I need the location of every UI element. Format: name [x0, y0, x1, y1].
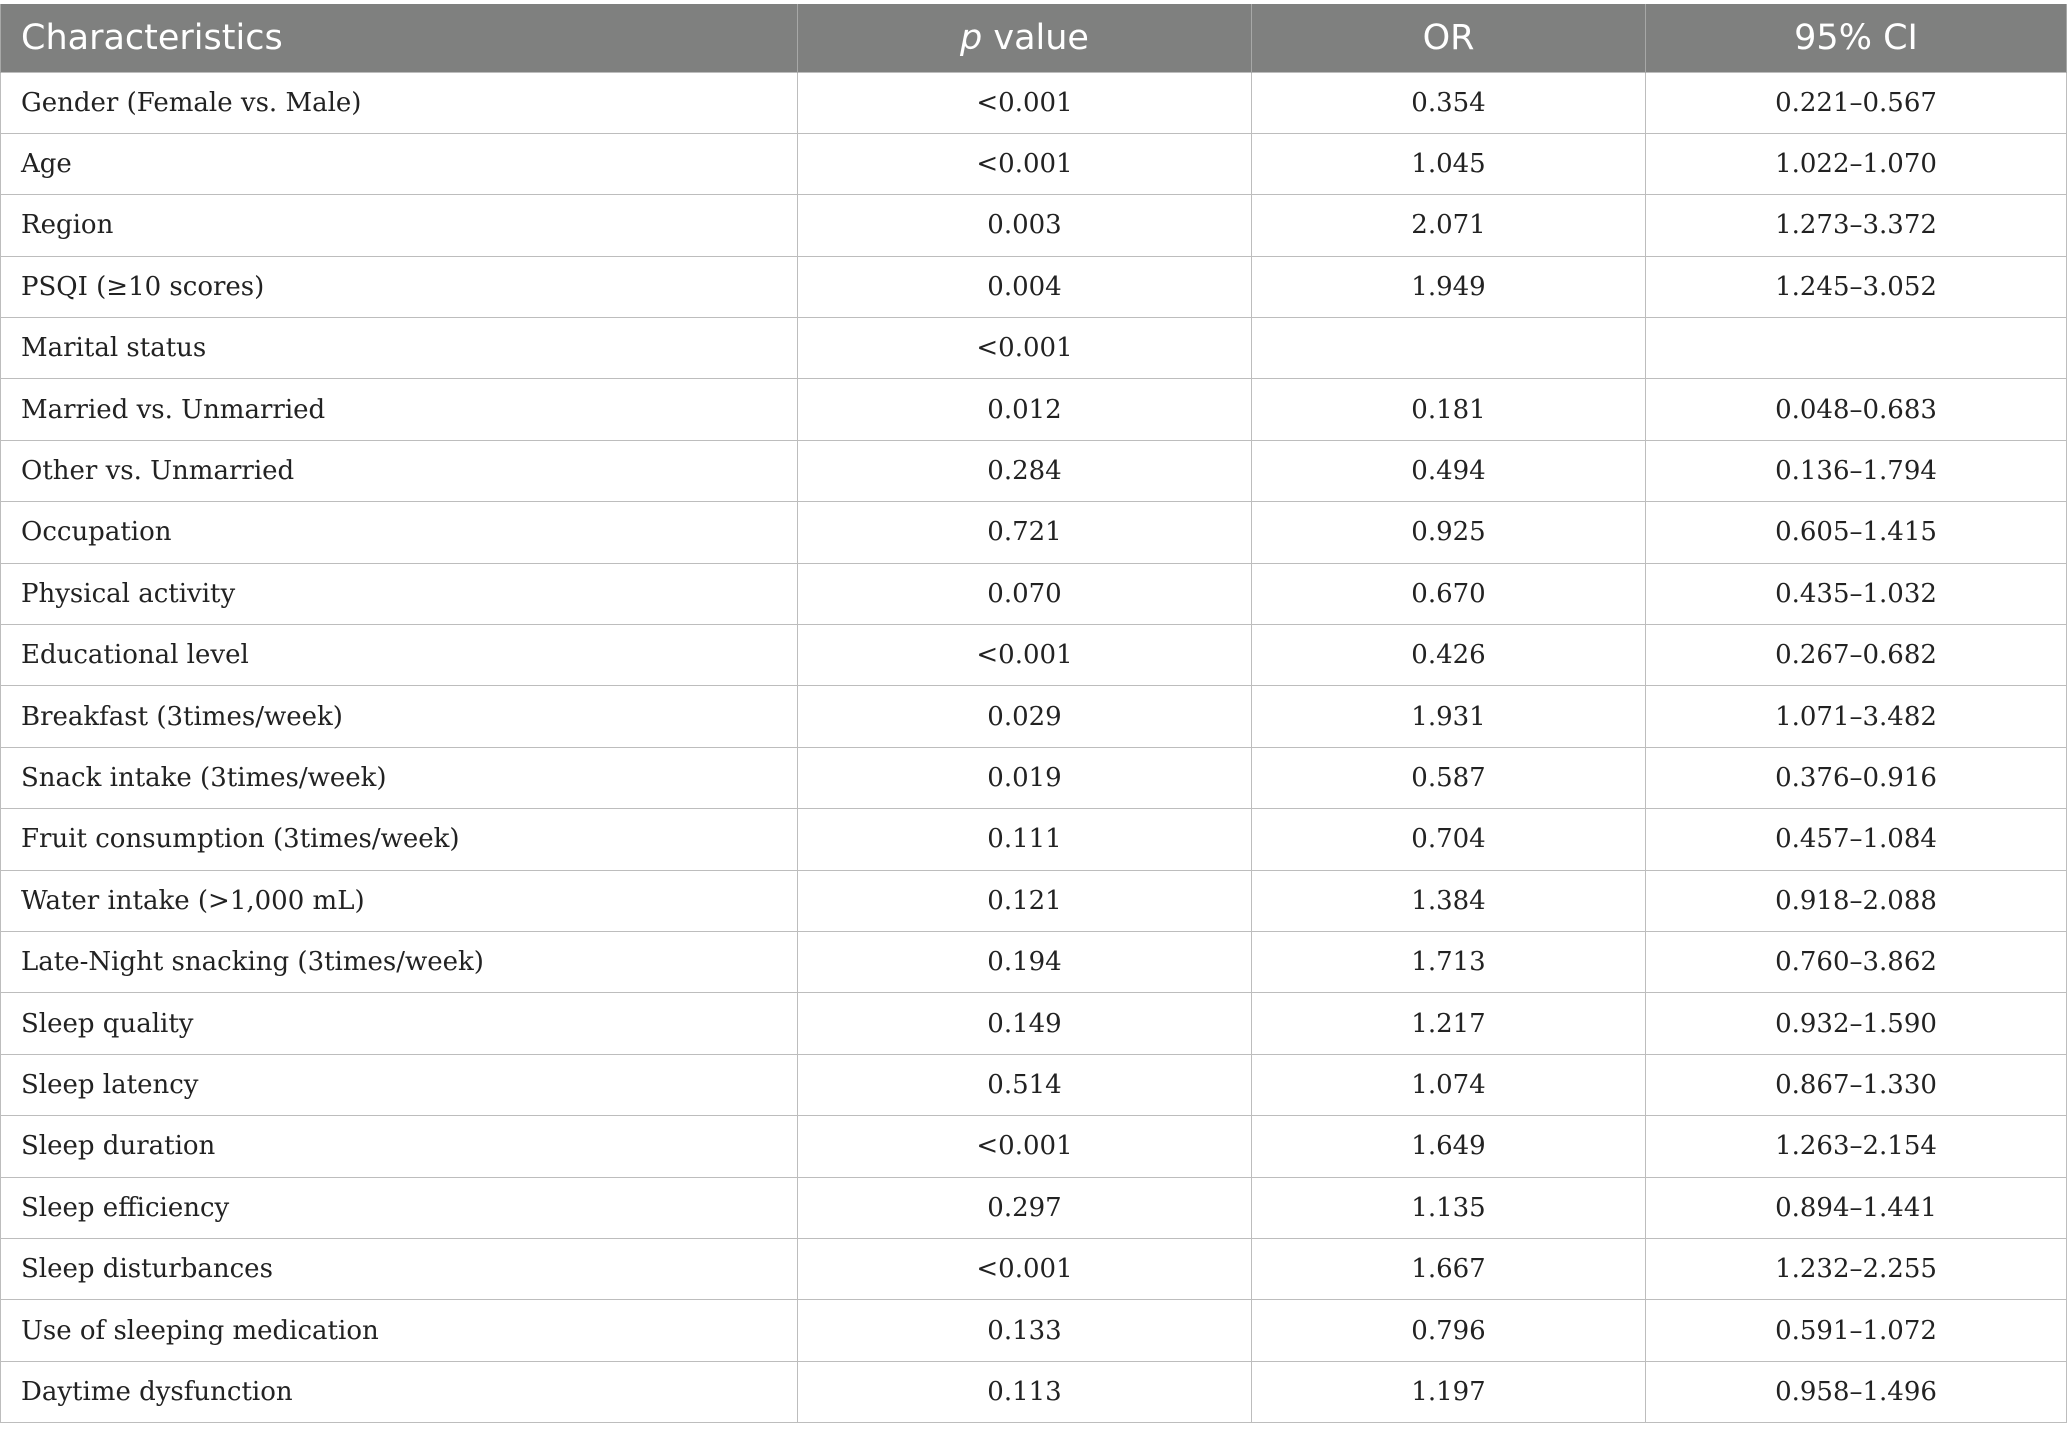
cell-characteristic: Sleep quality	[1, 993, 798, 1054]
table-row	[1, 809, 2067, 870]
cell-or: 0.354	[1252, 72, 1646, 133]
table-row	[1, 931, 2067, 992]
cell-p-value: <0.001	[798, 1116, 1252, 1177]
table-row	[1, 440, 2067, 501]
table-row	[1, 870, 2067, 931]
cell-ci: 0.932–1.590	[1646, 993, 2067, 1054]
cell-ci: 1.071–3.482	[1646, 686, 2067, 747]
cell-ci: 1.232–2.255	[1646, 1238, 2067, 1299]
cell-characteristic: Water intake (>1,000 mL)	[1, 870, 798, 931]
cell-ci: 0.867–1.330	[1646, 1054, 2067, 1115]
results-table-container	[0, 4, 2066, 1423]
cell-or: 1.384	[1252, 870, 1646, 931]
cell-p-value: 0.149	[798, 993, 1252, 1054]
table-row	[1, 1177, 2067, 1238]
table-row	[1, 563, 2067, 624]
cell-p-value: 0.133	[798, 1300, 1252, 1361]
cell-or: 1.649	[1252, 1116, 1646, 1177]
cell-or: 1.713	[1252, 931, 1646, 992]
cell-p-value: <0.001	[798, 318, 1252, 379]
cell-ci: 0.376–0.916	[1646, 747, 2067, 808]
table-row	[1, 747, 2067, 808]
cell-characteristic: Daytime dysfunction	[1, 1361, 798, 1422]
cell-p-value: <0.001	[798, 1238, 1252, 1299]
cell-ci: 0.435–1.032	[1646, 563, 2067, 624]
table-row	[1, 256, 2067, 317]
cell-characteristic: Physical activity	[1, 563, 798, 624]
header-p-value	[798, 4, 1252, 72]
cell-characteristic: Snack intake (3times/week)	[1, 747, 798, 808]
cell-p-value: 0.003	[798, 195, 1252, 256]
cell-ci: 0.267–0.682	[1646, 625, 2067, 686]
cell-p-value: 0.029	[798, 686, 1252, 747]
cell-ci: 0.048–0.683	[1646, 379, 2067, 440]
cell-p-value: 0.113	[798, 1361, 1252, 1422]
table-row	[1, 502, 2067, 563]
cell-characteristic: Sleep latency	[1, 1054, 798, 1115]
table-row	[1, 1238, 2067, 1299]
cell-ci: 0.136–1.794	[1646, 440, 2067, 501]
cell-or: 1.135	[1252, 1177, 1646, 1238]
cell-ci: 1.273–3.372	[1646, 195, 2067, 256]
header-ci: 95% CI	[1646, 4, 2067, 72]
cell-p-value: 0.121	[798, 870, 1252, 931]
cell-characteristic: Fruit consumption (3times/week)	[1, 809, 798, 870]
cell-or: 0.426	[1252, 625, 1646, 686]
cell-ci: 0.221–0.567	[1646, 72, 2067, 133]
table-row	[1, 1054, 2067, 1115]
cell-ci	[1646, 318, 2067, 379]
cell-ci: 1.245–3.052	[1646, 256, 2067, 317]
cell-characteristic: Sleep efficiency	[1, 1177, 798, 1238]
cell-characteristic: Gender (Female vs. Male)	[1, 72, 798, 133]
cell-ci: 0.918–2.088	[1646, 870, 2067, 931]
cell-characteristic: Sleep disturbances	[1, 1238, 798, 1299]
cell-p-value: 0.721	[798, 502, 1252, 563]
table-row	[1, 318, 2067, 379]
cell-characteristic: Occupation	[1, 502, 798, 563]
cell-or: 0.494	[1252, 440, 1646, 501]
cell-characteristic: Married vs. Unmarried	[1, 379, 798, 440]
cell-or: 1.949	[1252, 256, 1646, 317]
cell-ci: 1.263–2.154	[1646, 1116, 2067, 1177]
table-header	[1, 4, 2067, 72]
cell-characteristic: Late-Night snacking (3times/week)	[1, 931, 798, 992]
table-row	[1, 379, 2067, 440]
cell-p-value: <0.001	[798, 625, 1252, 686]
cell-or: 2.071	[1252, 195, 1646, 256]
cell-ci: 0.760–3.862	[1646, 931, 2067, 992]
cell-p-value: <0.001	[798, 133, 1252, 194]
cell-characteristic: Region	[1, 195, 798, 256]
cell-or	[1252, 318, 1646, 379]
cell-or: 0.925	[1252, 502, 1646, 563]
cell-ci: 0.605–1.415	[1646, 502, 2067, 563]
cell-or: 0.670	[1252, 563, 1646, 624]
table-row	[1, 993, 2067, 1054]
table-row	[1, 625, 2067, 686]
cell-characteristic: Marital status	[1, 318, 798, 379]
cell-or: 0.181	[1252, 379, 1646, 440]
results-table	[0, 4, 2067, 1423]
cell-characteristic: Educational level	[1, 625, 798, 686]
cell-or: 1.667	[1252, 1238, 1646, 1299]
cell-p-value: 0.284	[798, 440, 1252, 501]
table-body	[1, 72, 2067, 1423]
table-row	[1, 133, 2067, 194]
cell-p-value: <0.001	[798, 72, 1252, 133]
cell-characteristic: Breakfast (3times/week)	[1, 686, 798, 747]
table-row	[1, 1116, 2067, 1177]
cell-ci: 0.958–1.496	[1646, 1361, 2067, 1422]
cell-or: 1.074	[1252, 1054, 1646, 1115]
table-row	[1, 195, 2067, 256]
cell-or: 0.796	[1252, 1300, 1646, 1361]
cell-p-value: 0.514	[798, 1054, 1252, 1115]
cell-p-value: 0.111	[798, 809, 1252, 870]
cell-or: 0.704	[1252, 809, 1646, 870]
cell-or: 1.217	[1252, 993, 1646, 1054]
cell-or: 1.931	[1252, 686, 1646, 747]
table-row	[1, 1361, 2067, 1422]
cell-or: 1.197	[1252, 1361, 1646, 1422]
cell-characteristic: Use of sleeping medication	[1, 1300, 798, 1361]
table-row	[1, 72, 2067, 133]
header-p-rest: value	[982, 17, 1089, 58]
cell-characteristic: PSQI (≥10 scores)	[1, 256, 798, 317]
table-row	[1, 1300, 2067, 1361]
cell-p-value: 0.019	[798, 747, 1252, 808]
cell-ci: 0.457–1.084	[1646, 809, 2067, 870]
cell-or: 0.587	[1252, 747, 1646, 808]
cell-characteristic: Sleep duration	[1, 1116, 798, 1177]
cell-p-value: 0.004	[798, 256, 1252, 317]
header-characteristics: Characteristics	[1, 4, 798, 72]
header-row	[1, 4, 2067, 72]
cell-characteristic: Other vs. Unmarried	[1, 440, 798, 501]
cell-characteristic: Age	[1, 133, 798, 194]
cell-p-value: 0.070	[798, 563, 1252, 624]
cell-p-value: 0.194	[798, 931, 1252, 992]
header-p-italic: p	[960, 17, 983, 58]
cell-ci: 0.894–1.441	[1646, 1177, 2067, 1238]
cell-ci: 0.591–1.072	[1646, 1300, 2067, 1361]
header-or: OR	[1252, 4, 1646, 72]
cell-ci: 1.022–1.070	[1646, 133, 2067, 194]
cell-or: 1.045	[1252, 133, 1646, 194]
cell-p-value: 0.012	[798, 379, 1252, 440]
table-row	[1, 686, 2067, 747]
cell-p-value: 0.297	[798, 1177, 1252, 1238]
